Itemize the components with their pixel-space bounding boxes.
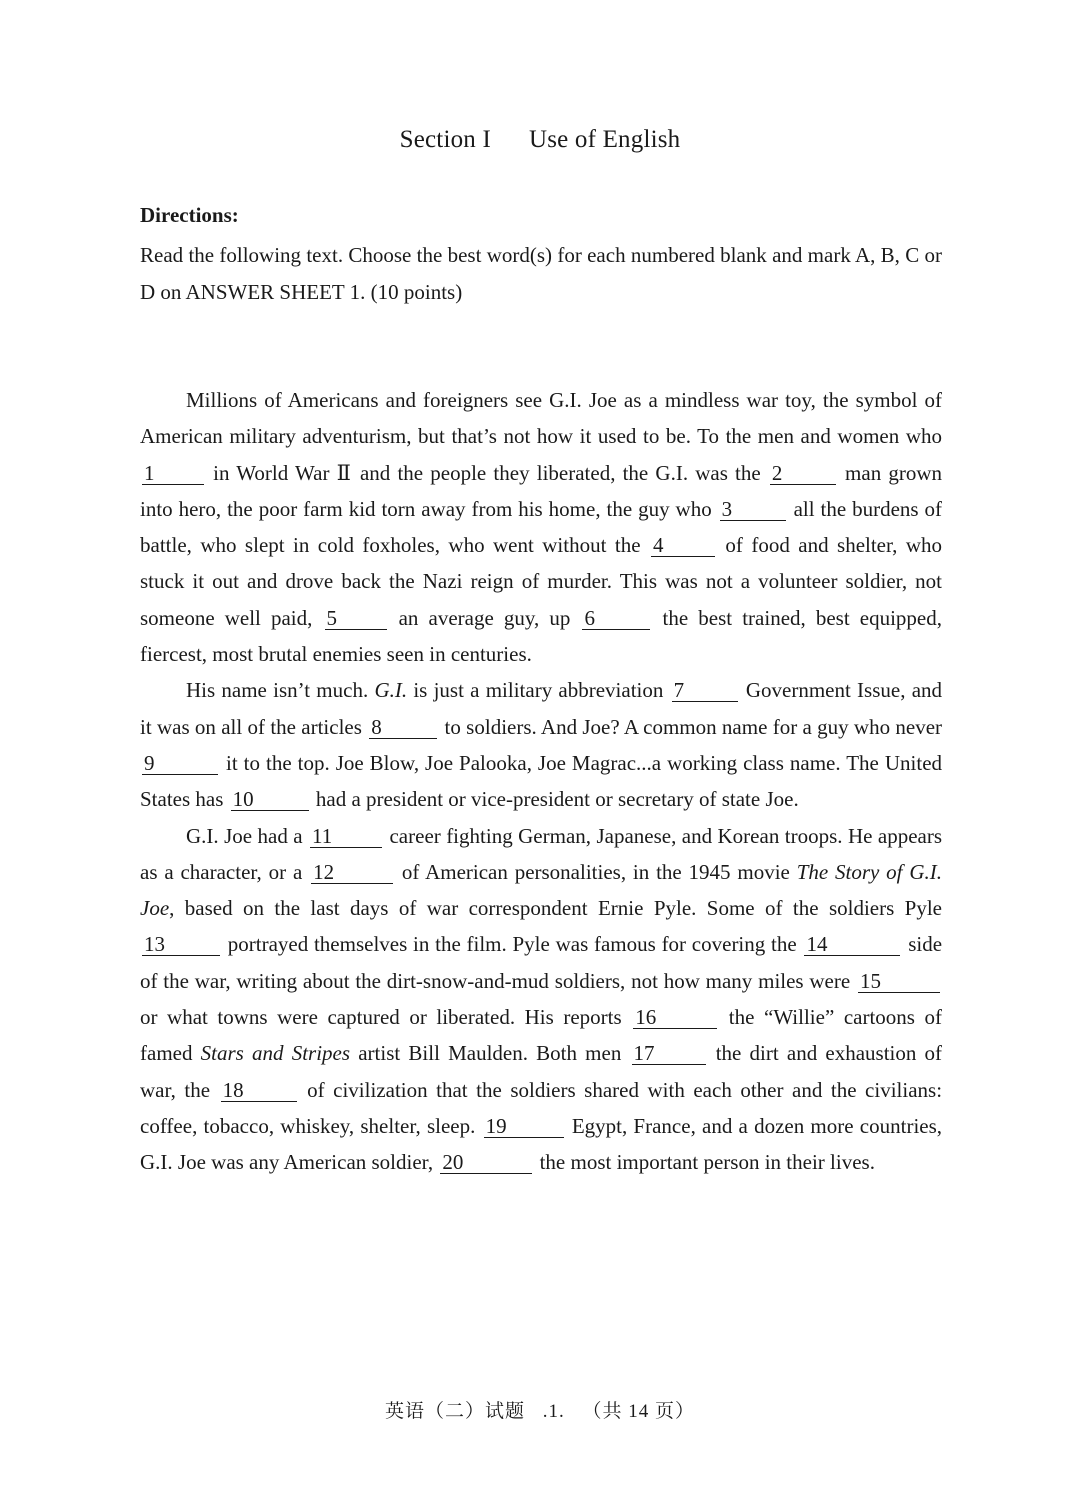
blank-4: 4 xyxy=(651,534,715,557)
passage-text: of food and shelter, who stuck it out and drove back the Nazi reign of murder. This was not a volunteer soldier, not someone well paid, xyxy=(140,533,943,630)
passage-text: of American personalities, in the 1945 movie xyxy=(401,859,790,884)
blank-20: 20 xyxy=(440,1151,532,1174)
footer-page-number: .1. xyxy=(542,1401,565,1422)
blank-8: 8 xyxy=(369,716,437,739)
passage-text: , based on the last days of war correspondent Ernie Pyle. Some of the soldiers Pyle xyxy=(169,896,942,921)
passage-text: artist Bill Maulden. Both men xyxy=(358,1041,622,1066)
blank-11: 11 xyxy=(310,825,382,848)
blank-13: 13 xyxy=(142,933,220,956)
passage-text: it to the top. Joe Blow, Joe Palooka, Joe Magrac...a working class name. The United States has xyxy=(140,750,943,812)
italic-gi: G.I. xyxy=(374,678,408,703)
section-title xyxy=(0,126,1080,154)
page-footer xyxy=(0,1396,1080,1423)
cloze-passage xyxy=(140,382,942,1181)
blank-10: 10 xyxy=(231,788,309,811)
passage-text: the dirt and exhaustion of war, the xyxy=(140,1041,943,1102)
passage-text: the “Willie” cartoons of famed xyxy=(140,1005,943,1066)
passage-text: is just a military abbreviation xyxy=(413,678,664,703)
passage-text: His name isn’t much. xyxy=(186,678,369,703)
passage-text: Government Issue, and it was on all of the articles xyxy=(140,678,943,739)
paragraph-2 xyxy=(140,672,942,817)
blank-7: 7 xyxy=(672,679,738,702)
passage-text: side of the war, writing about the dirt-snow-and-mud soldiers, not how many miles were xyxy=(140,932,943,993)
blank-9: 9 xyxy=(142,752,218,775)
blank-2: 2 xyxy=(770,462,836,485)
blank-5: 5 xyxy=(325,607,387,630)
section-label: Section I xyxy=(399,126,491,153)
blank-17: 17 xyxy=(632,1042,706,1065)
blank-19: 19 xyxy=(484,1115,564,1138)
directions-heading: Directions: xyxy=(140,203,239,227)
paragraph-1 xyxy=(140,382,942,672)
blank-12: 12 xyxy=(311,861,393,884)
passage-text: all the burdens of battle, who slept in cold foxholes, who went without the xyxy=(140,496,943,558)
passage-text: Egypt, France, and a dozen more countries, G.I. Joe was any American soldier, xyxy=(140,1113,943,1175)
passage-text: man grown into hero, the poor farm kid torn away from his home, the guy who xyxy=(140,460,943,521)
blank-16: 16 xyxy=(633,1006,717,1029)
passage-text: the best trained, best equipped, fiercest, most brutal enemies seen in centuries. xyxy=(140,605,943,667)
passage-text: had a president or vice-president or secretary of state Joe. xyxy=(315,787,799,812)
passage-text: to soldiers. And Joe? A common name for a guy who never xyxy=(444,714,943,739)
passage-text: Millions of Americans and foreigners see G.I. Joe as a mindless war toy, the symbol of American military adventurism, but that’s not how it used to be. To the men and women who xyxy=(140,388,942,449)
blank-6: 6 xyxy=(582,607,650,630)
passage-text: in World War Ⅱ and the people they liberated, the G.I. was the xyxy=(213,460,761,485)
passage-text: portrayed themselves in the film. Pyle was famous for covering the xyxy=(227,932,797,957)
movie-title: The Story of G.I. Joe xyxy=(140,859,942,921)
footer-total-pages: （共 14 页） xyxy=(582,1401,696,1422)
paragraph-3 xyxy=(140,818,942,1181)
newspaper-title: Stars and Stripes xyxy=(200,1041,351,1066)
passage-text: or what towns were captured or liberated. His reports xyxy=(140,1005,622,1030)
passage-text: career fighting German, Japanese, and Korean troops. He appears as a character, or a xyxy=(140,823,942,884)
section-name: Use of English xyxy=(528,126,681,153)
directions-text: Read the following text. Choose the best word(s) for each numbered blank and mark A, B, C or D on ANSWER SHEET 1. (10 points) xyxy=(140,243,942,304)
passage-text: the most important person in their lives. xyxy=(539,1150,875,1175)
blank-14: 14 xyxy=(804,933,900,956)
blank-18: 18 xyxy=(221,1079,297,1102)
passage-text: G.I. Joe had a xyxy=(186,823,303,848)
footer-subject: 英语（二）试题 xyxy=(384,1401,525,1422)
blank-3: 3 xyxy=(720,498,786,521)
blank-15: 15 xyxy=(858,970,940,993)
passage-text: of civilization that the soldiers shared with each other and the civilians: coffee, tobacco, whiskey, shelter, sleep. xyxy=(140,1077,943,1138)
blank-1: 1 xyxy=(142,462,204,485)
passage-text: an average guy, up xyxy=(398,605,571,630)
